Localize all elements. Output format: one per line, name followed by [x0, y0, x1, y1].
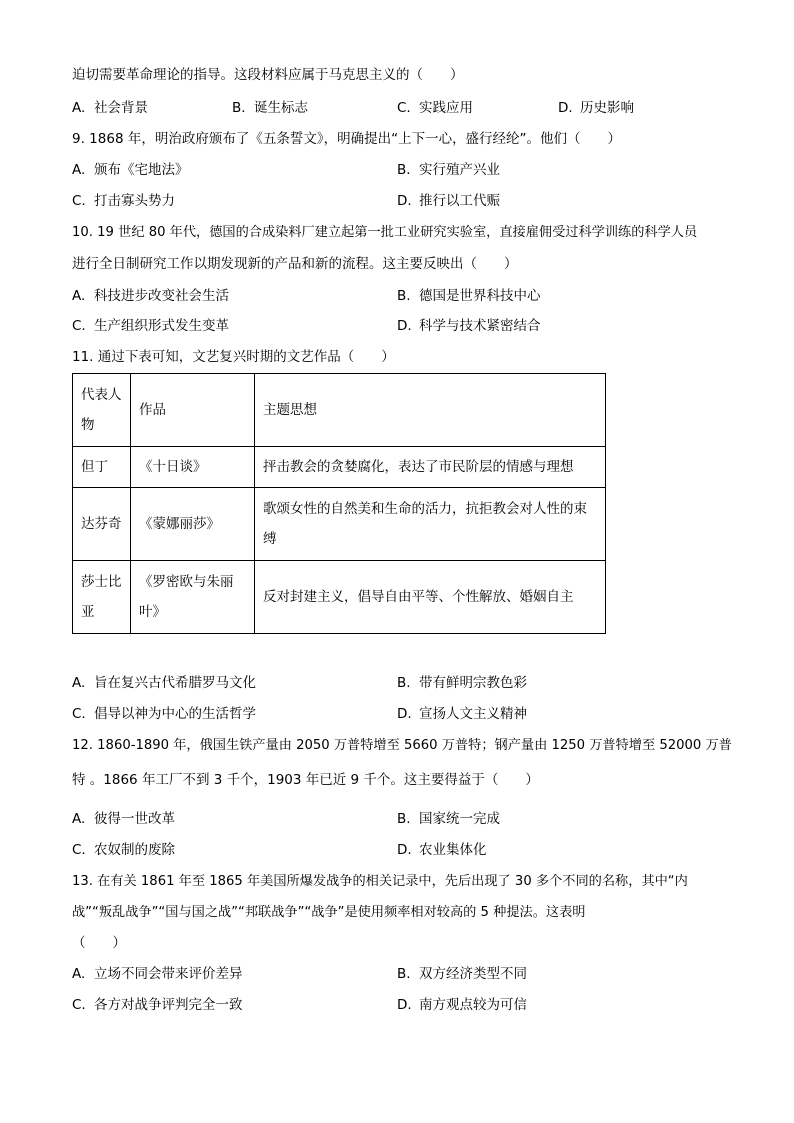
- q13-stem-line-3: （ ）: [72, 935, 126, 951]
- option-letter: D.: [397, 706, 412, 722]
- q12-option-a[interactable]: [72, 810, 175, 828]
- option-letter: D.: [397, 318, 412, 334]
- option-letter: B.: [397, 966, 411, 982]
- option-text: 国家统一完成: [419, 811, 500, 827]
- q13-option-c[interactable]: [72, 996, 243, 1014]
- option-letter: D.: [397, 842, 412, 858]
- q10-option-d[interactable]: [397, 317, 541, 335]
- option-letter: B.: [397, 675, 411, 691]
- q12-stem-line-2: 特 。1866 年工厂不到 3 千个，1903 年已近 9 千个。这主要得益于（ ）: [72, 772, 539, 788]
- q9-stem: 9. 1868 年，明治政府颁布了《五条誓文》，明确提出“上下一心，盛行经纶”。他们（ ）: [72, 131, 622, 147]
- option-text: 打击寡头势力: [94, 193, 175, 209]
- table-cell: 《十日谈》: [131, 447, 255, 488]
- option-text: 双方经济类型不同: [419, 966, 527, 982]
- table-header-cell: 主题思想: [255, 374, 606, 447]
- q13-stem-line-2: 战”“叛乱战争”“国与国之战”“邦联战争”“战争”是使用频率相对较高的 5 种提法。这表明: [72, 905, 586, 920]
- option-text: 带有鲜明宗教色彩: [419, 675, 527, 691]
- option-text: 旨在复兴古代希腊罗马文化: [94, 675, 256, 691]
- table-cell: 抨击教会的贪婪腐化，表达了市民阶层的情感与理想: [255, 447, 606, 488]
- q10-stem-line-2: 进行全日制研究工作以期发现新的产品和新的流程。这主要反映出（ ）: [72, 256, 518, 272]
- option-letter: A.: [72, 162, 86, 178]
- q13-option-a[interactable]: [72, 965, 243, 983]
- option-letter: C.: [72, 842, 86, 858]
- q11-stem: 11. 通过下表可知，文艺复兴时期的文艺作品（ ）: [72, 349, 395, 365]
- table-row: [73, 561, 606, 634]
- option-text: 农奴制的废除: [94, 842, 175, 858]
- option-letter: A.: [72, 675, 86, 691]
- option-letter: A.: [72, 100, 86, 116]
- q9-option-b[interactable]: [397, 161, 500, 179]
- option-letter: C.: [72, 997, 86, 1013]
- q12-option-b[interactable]: [397, 810, 500, 828]
- option-text: 诞生标志: [254, 100, 308, 116]
- option-letter: B.: [397, 288, 411, 304]
- option-text: 德国是世界科技中心: [419, 288, 541, 304]
- q9-option-a[interactable]: [72, 161, 189, 179]
- q12-option-d[interactable]: [397, 841, 487, 859]
- option-letter: C.: [72, 706, 86, 722]
- table-cell: 《罗密欧与朱丽叶》: [131, 561, 255, 634]
- q8-option-b[interactable]: [232, 99, 308, 117]
- q10-option-a[interactable]: [72, 287, 229, 305]
- option-letter: D.: [397, 193, 412, 209]
- option-letter: C.: [72, 193, 86, 209]
- option-text: 生产组织形式发生变革: [94, 318, 229, 334]
- q8-stem: 迫切需要革命理论的指导。这段材料应属于马克思主义的（ ）: [72, 67, 464, 83]
- table-cell: 歌颂女性的自然美和生命的活力，抗拒教会对人性的束缚: [255, 488, 606, 561]
- q13-option-b[interactable]: [397, 965, 527, 983]
- q8-option-a[interactable]: [72, 99, 148, 117]
- table-cell: 达芬奇: [73, 488, 131, 561]
- q10-option-c[interactable]: [72, 317, 229, 335]
- option-letter: B.: [397, 811, 411, 827]
- option-text: 实行殖产兴业: [419, 162, 500, 178]
- option-letter: A.: [72, 966, 86, 982]
- option-text: 科学与技术紧密结合: [419, 318, 541, 334]
- option-letter: B.: [232, 100, 246, 116]
- q9-option-c[interactable]: [72, 192, 175, 210]
- table-cell: 但丁: [73, 447, 131, 488]
- q12-stem-line-1: 12. 1860-1890 年，俄国生铁产量由 2050 万普特增至 5660 万普特；钢产量由 1250 万普特增至 52000 万普: [72, 738, 732, 753]
- table-cell: 《蒙娜丽莎》: [131, 488, 255, 561]
- option-letter: D.: [397, 997, 412, 1013]
- q13-stem-line-1: 13. 在有关 1861 年至 1865 年美国所爆发战争的相关记录中，先后出现了 30 多个不同的名称，其中“内: [72, 874, 688, 889]
- option-text: 南方观点较为可信: [419, 997, 527, 1013]
- option-text: 科技进步改变社会生活: [94, 288, 229, 304]
- table-cell: 莎士比亚: [73, 561, 131, 634]
- table-row: [73, 488, 606, 561]
- option-text: 历史影响: [580, 100, 634, 116]
- q11-option-c[interactable]: [72, 705, 256, 723]
- q12-option-c[interactable]: [72, 841, 175, 859]
- table-header-row: [73, 374, 606, 447]
- option-letter: D.: [558, 100, 573, 116]
- q9-option-d[interactable]: [397, 192, 500, 210]
- q13-option-d[interactable]: [397, 996, 527, 1014]
- option-text: 社会背景: [94, 100, 148, 116]
- q11-option-a[interactable]: [72, 674, 256, 692]
- option-text: 农业集体化: [419, 842, 487, 858]
- renaissance-table: [72, 373, 606, 634]
- table-header-cell: 代表人物: [73, 374, 131, 447]
- q10-stem-line-1: 10. 19 世纪 80 年代，德国的合成染料厂建立起第一批工业研究实验室，直接雇佣受过科学训练的科学人员: [72, 225, 698, 240]
- option-text: 实践应用: [419, 100, 473, 116]
- table-row: [73, 447, 606, 488]
- option-letter: A.: [72, 288, 86, 304]
- table-cell: 反对封建主义，倡导自由平等、个性解放、婚姻自主: [255, 561, 606, 634]
- option-text: 倡导以神为中心的生活哲学: [94, 706, 256, 722]
- q10-option-b[interactable]: [397, 287, 541, 305]
- q11-option-b[interactable]: [397, 674, 527, 692]
- option-text: 各方对战争评判完全一致: [94, 997, 243, 1013]
- q8-option-d[interactable]: [558, 99, 634, 117]
- option-text: 颁布《宅地法》: [94, 162, 189, 178]
- q11-option-d[interactable]: [397, 705, 527, 723]
- option-text: 彼得一世改革: [94, 811, 175, 827]
- option-letter: B.: [397, 162, 411, 178]
- option-letter: A.: [72, 811, 86, 827]
- option-letter: C.: [397, 100, 411, 116]
- option-text: 推行以工代赈: [419, 193, 500, 209]
- option-text: 立场不同会带来评价差异: [94, 966, 243, 982]
- table-header-cell: 作品: [131, 374, 255, 447]
- q8-option-c[interactable]: [397, 99, 473, 117]
- option-text: 宣扬人文主义精神: [419, 706, 527, 722]
- option-letter: C.: [72, 318, 86, 334]
